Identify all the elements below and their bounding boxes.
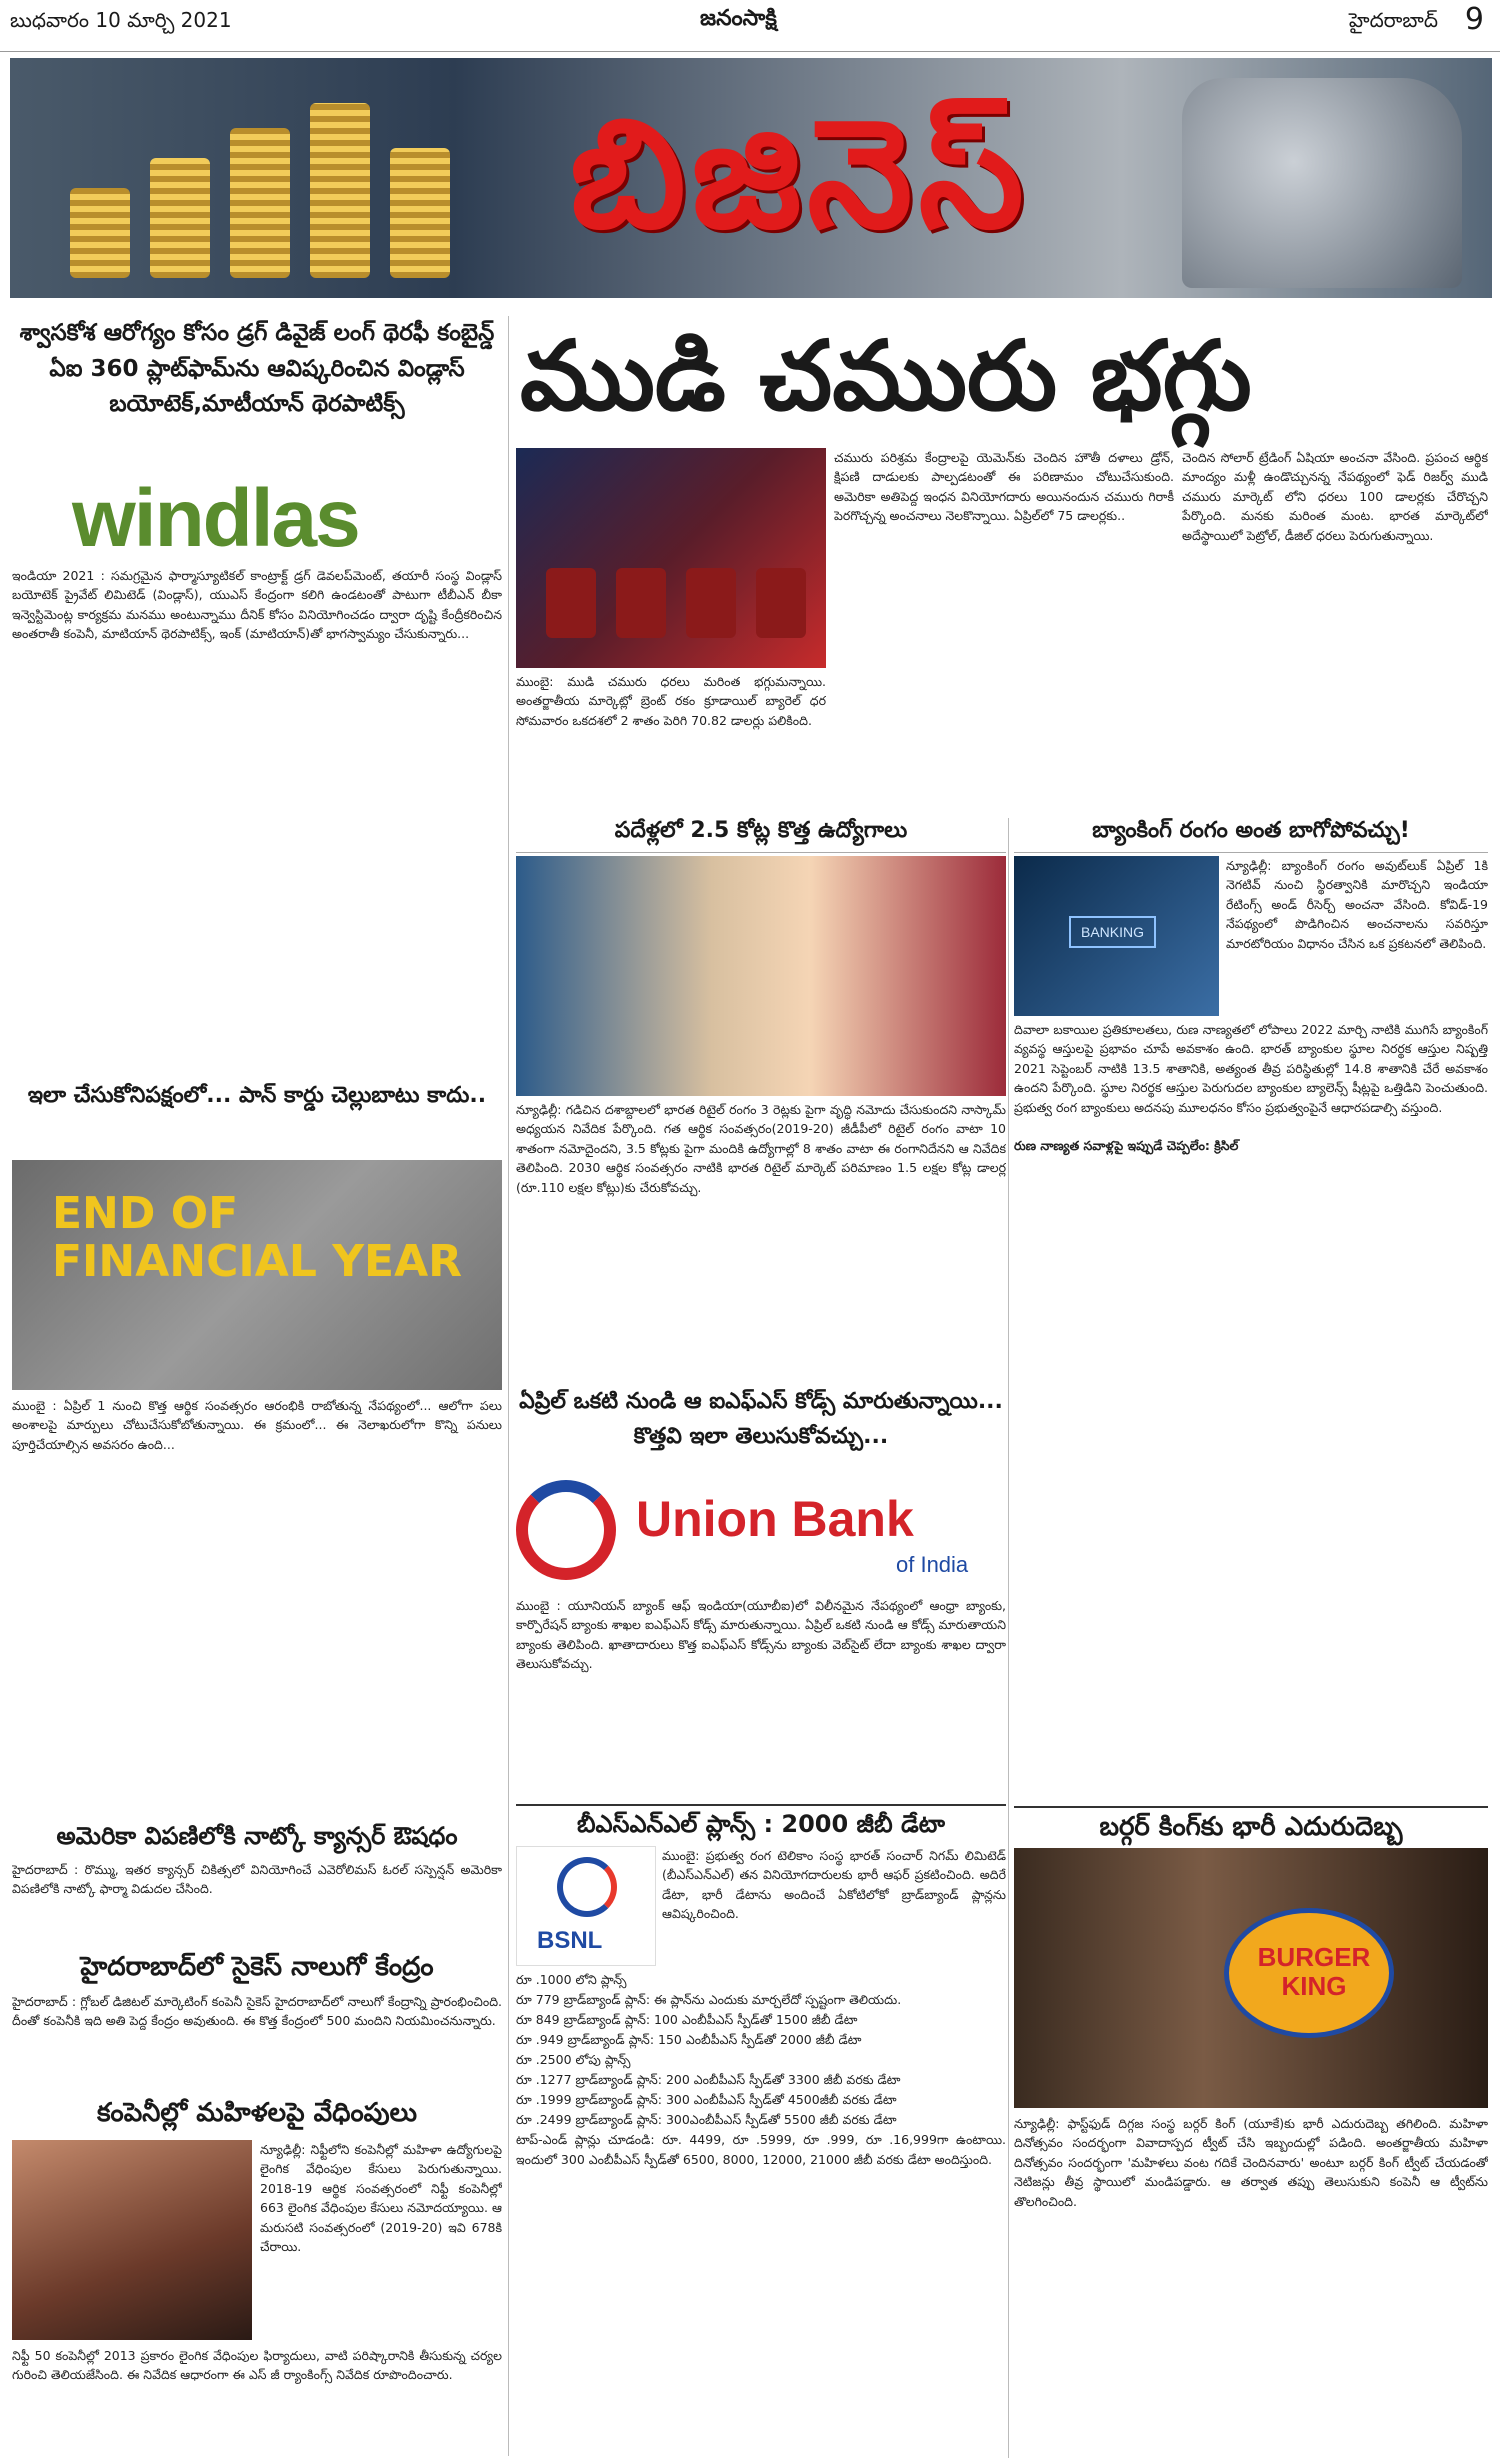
windlas-logo: [12, 460, 502, 564]
ifsc-article-body: ముంబై : యూనియన్ బ్యాంక్ ఆఫ్ ఇండియా(యూబీఐ)లో విలీనమైన నేపథ్యంలో ఆంధ్రా బ్యాంకు, కార్పొరేషన్ బ్యాంకు శాఖల ఐఎఫ్ఎస్ కోడ్స్ మారుతున్నాయి. ఏప్రిల్ ఒకటి నుండి ఆ కోడ్స్ మారుతాయని బ్యాంకు తెలిపింది. ఖాతాదారులు కొత్త ఐఎఫ్ఎస్ కోడ్స్‌ను బ్యాంకు వెబ్‌సైట్ లేదా బ్యాంకు శాఖల ద్వారా తెలుసుకోవచ్చు.: [516, 1598, 1006, 1672]
burger-king-logo-text: BURGER KING: [1257, 1942, 1371, 2001]
page-number: 9: [1464, 2, 1484, 37]
issue-date: బుధవారం 10 మార్చి 2021: [10, 8, 232, 32]
bsnl-article-lead: ముంబై: ప్రభుత్వ రంగ టెలికాం సంస్థ భారత్ సంచార్ నిగమ్ లిమిటెడ్ (బీఎస్ఎన్ఎల్) తన వినియోగదారులకు భారీ ఆఫర్ ప్రకటించింది. అదిరే డేటా, భారీ డేటాను అందించే ఏకోటిలోకో బ్రాడ్‌బ్యాండ్ ప్లాన్లను ఆవిష్కరించింది.: [662, 1848, 1006, 1922]
coin-stacks-image: [50, 98, 480, 278]
plan-item: రూ .2500 లోపు ప్లాన్స్: [516, 2052, 631, 2067]
pan-headline: ఇలా చేసుకోనిపక్షంలో... పాన్ కార్డు చెల్లుబాటు కాదు..: [27, 1083, 487, 1108]
retail-worker-image: [516, 856, 1006, 1096]
burger-king-logo: [1224, 1908, 1394, 2038]
cyient-article-body: హైదరాబాద్ : గ్లోబల్ డిజిటల్ మార్కెటింగ్ కంపెనీ సైకెస్ హైదరాబాద్‌లో నాలుగో కేంద్రాన్ని ప్రారంభించింది. దీంతో కంపెనీకి ఇది అతి పెద్ద కేంద్రం అవుతుంది. ఈ కొత్త కేంద్రంలో 500 మందిని నియమించనున్నారు.: [12, 1994, 502, 2029]
oil-article-column2: చమురు పరిశ్రమ కేంద్రాలపై యెమెన్‌కు చెందిన హౌతీ దళాలు డ్రోన్, క్షిపణి దాడులకు పాల్పడటంతో ఈ పరిణామం చోటుచేసుకుంది. అమెరికా అతిపెద్ద ఇంధన వినియోగదారు అయినందున చమురు గిరాకీ పెరగొచ్చన్న అంచనాలు నెలకొన్నాయి. ఏప్రిల్‌లో 75 డాలర్లకు..: [834, 450, 1174, 524]
bsnl-logo: [516, 1846, 656, 1966]
newspaper-name: జనంసాక్షి: [700, 6, 777, 31]
burger-king-storefront-image: [1014, 1848, 1488, 2108]
banking-image: [1014, 856, 1219, 1016]
distressed-woman-image: [12, 2140, 252, 2340]
banking-article-text: దివాలా బకాయిల ప్రతికూలతలు, రుణ నాణ్యతలో లోపాలు 2022 మార్చి నాటికి ముగిసే బ్యాంకింగ్ వ్యవస్థ ఆస్తులపై ప్రభావం చూపే అవకాశం ఉంది. భారత్ బ్యాంకుల స్థూల నిరర్థక ఆస్తుల నిష్పత్తి 2021 సెప్టెంబర్ నాటికి 13.5 శాతానికి, అత్యంత తీవ్ర పరిస్థితుల్లో 14.8 శాతానికి చేరే అవకాశం ఉందని పేర్కొంది. స్థూల నిరర్థక ఆస్తుల పెరుగుదల బ్యాంకుల బ్యాలెన్స్ షీట్లపై ఒత్తిడిని పెంచుతుంది. ప్రభుత్వ రంగ బ్యాంకులు అదనపు మూలధనం కోసం ప్రభుత్వంపైనే ఆధారపడాల్సి వస్తుంది.: [1014, 1022, 1488, 1115]
harassment-article-body: న్యూఢిల్లీ: నిఫ్టీలోని కంపెనీల్లో మహిళా ఉద్యోగులపై లైంగిక వేధింపుల కేసులు పెరుగుతున్నాయి. 2018-19 ఆర్థిక సంవత్సరంలో నిఫ్టీ కంపెనీల్లో 663 లైంగిక వేధింపుల కేసులు నమోదయ్యాయి. ఆ మరుసటి సంవత్సరంలో (2019-20) ఇవి 678కి చేరాయి.: [260, 2142, 502, 2254]
windlas-headline: శ్వాసకోశ ఆరోగ్యం కోసం డ్రగ్ డివైజ్ లంగ్ థెరఫీ కంబైన్డ్ ఏఐ 360 ప్లాట్‌ఫామ్‌ను ఆవిష్కరించిన విండ్లాస్ బయోటెక్,మాటీయాన్ థెరపాటిక్స్: [19, 320, 495, 418]
windlas-logo-text: windlas: [72, 473, 359, 564]
edition-city: హైదరాబాద్: [1348, 8, 1438, 32]
banking-article-lead: న్యూఢిల్లీ: బ్యాంకింగ్ రంగం అవుట్‌లుక్‌ ఏప్రిల్ 1కి నెగటివ్ నుంచి స్థిరత్వానికి మారొచ్చని ఇండియా రేటింగ్స్ అండ్ రీసెర్చ్ అంచనా వేసింది. కోవిడ్-19 నేపథ్యంలో పొడిగించిన అంచనాలను సవరిస్తూ మారటోరియం విధానం చేసిన ఒక ప్రకటనలో తెలిపింది.: [1226, 858, 1488, 951]
bull-statue-image: [1182, 78, 1462, 288]
burger-king-headline: బర్గర్ కింగ్‌కు భారీ ఎదురుదెబ్బ: [1014, 1806, 1488, 1848]
plan-item: రూ .1999 బ్రాడ్‌బ్యాండ్ ప్లాన్: 300 ఎంబీపీఎస్ స్పీడ్‌తో 4500జీబీ వరకు డేటా: [516, 2092, 897, 2107]
banking-image-label: BANKING: [1069, 916, 1156, 948]
bsnl-emblem-icon: [557, 1857, 617, 1917]
plan-item: రూ .949 బ్రాడ్‌బ్యాండ్ ప్లాన్: 150 ఎంబీపీఎస్ స్పీడ్‌తో 2000 జీబీ డేటా: [516, 2032, 862, 2047]
main-headline: ముడి చమురు భగ్గు: [520, 320, 1252, 432]
windlas-article-body: ఇండియా 2021 : సమగ్రమైన ఫార్మాస్యూటికల్ కాంట్రాక్ట్ డ్రగ్ డెవలప్‌మెంట్, తయారీ సంస్థ విండ్లాస్ బయోటెక్ ప్రైవేట్ లిమిటెడ్ (విండ్లాస్), యుఎస్ కేంద్రంగా కలిగి ఉండటంతో పాటుగా టీబీఎన్ బీకా ఇన్వెస్టిమెంట్ల కార్యక్రమ మనము అంటున్నాము దీనిక్ కోసం వినియోగించడం ద్వారా దృష్టి కేంద్రీకరించిన అంతరాతీ కంపెనీ, మాటియాన్ థెరపాటిక్స్, ఇంక్ (మాటియాన్)తో భాగస్వామ్యం చేసుకున్నారు...: [12, 568, 502, 642]
plan-item: రూ .1000 లోని ప్లాన్స్: [516, 1972, 627, 1987]
ifsc-headline: ఏప్రిల్ ఒకటి నుండి ఆ ఐఎఫ్ఎస్ కోడ్స్ మారుతున్నాయి... కొత్తవి ఇలా తెలుసుకోవచ్చు...: [519, 1389, 1003, 1450]
bsnl-headline: బీఎస్ఎన్ఎల్ ప్లాన్స్ : 2000 జీబీ డేటా: [516, 1804, 1006, 1844]
union-bank-name: Union Bank: [636, 1491, 914, 1547]
banking-subhead: రుణ నాణ్యత సవాళ్లపై ఇప్పుడే చెప్పలేం: క్రిసిల్: [1014, 1138, 1239, 1154]
natco-article-body: హైదరాబాద్ : రొమ్ము, ఇతర క్యాన్సర్ చికిత్సలో వినియోగించే ఎవెరోలిమస్ ఓరల్ సస్పెన్షన్ అమెరికా విపణిలోకి నాట్కో ఫార్మా విడుదల చేసింది.: [12, 1862, 502, 1897]
oil-article-column3: చెందిన సోలార్ ట్రేడింగ్ ఏషియా అంచనా వేసింది. ప్రపంచ ఆర్థిక మాంద్యం మళ్లీ ఉండొచ్చునన్న నేపథ్యంలో ఫెడ్ రిజర్వ్ ముడి చమురు మార్కెట్ లోని ధరలు 100 డాలర్లకు చేరొచ్చని పేర్కొంది. మనకు మరింత మంట. భారత మార్కెట్‌లో అదేస్థాయిలో పెట్రోల్, డీజిల్ ధరలు పెరుగుతున్నాయి.: [1182, 450, 1488, 543]
bsnl-plans-list: [516, 1970, 1006, 2450]
union-bank-emblem-icon: [516, 1480, 616, 1580]
plan-item: రూ .1277 బ్రాడ్‌బ్యాండ్ ప్లాన్: 200 ఎంబీపీఎస్ స్పీడ్‌తో 3300 జీబీ వరకు డేటా: [516, 2072, 901, 2087]
end-of-financial-year-image: [12, 1160, 502, 1390]
union-bank-subname: of India: [896, 1552, 969, 1577]
oil-barrels-image: [516, 448, 826, 668]
cyient-headline: హైదరాబాద్‌లో సైకెస్ నాలుగో కేంద్రం: [80, 1952, 434, 1982]
banking-article-body: [1014, 1020, 1488, 1800]
plan-item: రూ 849 బ్రాడ్‌బ్యాండ్ ప్లాన్: 100 ఎంబీపీఎస్ స్పీడ్‌తో 1500 జీబీ డేటా: [516, 2012, 858, 2027]
natco-headline: అమెరికా విపణిలోకి నాట్కో క్యాన్సర్ ఔషధం: [56, 1822, 458, 1850]
section-title: బిజినెస్: [570, 88, 1030, 262]
union-bank-logo: [516, 1470, 1006, 1590]
column-divider: [508, 316, 509, 2456]
column-divider: [1008, 818, 1009, 2458]
jobs-article-body: న్యూఢిల్లీ: గడిచిన దశాబ్దాలలో భారత రిటైల్ రంగం 3 రెట్లకు పైగా వృద్ధి నమోదు చేసుకుందని నాస్కామ్ అధ్యయన నివేదిక పేర్కొంది. గత ఆర్థిక సంవత్సరం(2019-20) జీడీపీలో రిటైల్ రంగం వాటా 10 శాతంగా నమోదైందని, 3.5 కోట్లకు పైగా మందికి ఉద్యోగాల్లో 8 శాతం వాటా ఈ రంగానిదేనని ఆ నివేదిక తెలిపింది. 2030 ఆర్థిక సంవత్సరం నాటికి భారత రిటైల్ మార్కెట్ పరిమాణం 1.5 లక్షల కోట్ల డాలర్ల (రూ.110 లక్షల కోట్లు)కు చేరుకోవచ్చు.: [516, 1102, 1006, 1195]
bsnl-logo-text: BSNL: [537, 1927, 603, 1954]
section-banner: [10, 58, 1492, 298]
plan-item: రూ .2499 బ్రాడ్‌బ్యాండ్ ప్లాన్: 300ఎంబీపీఎస్ స్పీడ్‌తో 5500 జీబీ వరకు డేటా: [516, 2112, 897, 2127]
harassment-article-body-continued: నిఫ్టీ 50 కంపెనీల్లో 2013 ప్రకారం లైంగిక వేధింపుల ఫిర్యాదులు, వాటి పరిష్కారానికి తీసుకున్న చర్యల గురించి తెలియజేసింది. ఈ నివేదిక ఆధారంగా ఈ ఎస్ జీ ర్యాంకింగ్స్ నివేదిక రూపొందించారు.: [12, 2348, 502, 2383]
plan-item: టాప్-ఎండ్ ప్లాన్లు చూడండి: రూ. 4499, రూ .5999, రూ .999, రూ .16,999గా ఉంటాయి. ఇందులో 300 ఎంబీపీఎస్ స్పీడ్‌తో 6500, 8000, 12000, 21000 జీబీ వరకు డేటా అందిస్తుంది.: [516, 2132, 1006, 2167]
pan-article-body: ముంబై : ఏప్రిల్ 1 నుంచి కొత్త ఆర్థిక సంవత్సరం ఆరంభికి రాబోతున్న నేపథ్యంలో... ఆలోగా పలు అంశాలపై మార్పులు చోటుచేసుకోబోతున్నాయి. ఈ క్రమంలో... ఈ నెలాఖరులోగా కొన్ని పనులు పూర్తిచేయాల్సిన అవసరం ఉంది...: [12, 1398, 502, 1452]
oil-article-lead: ముంబై: ముడి చమురు ధరలు మరింత భగ్గుమన్నాయి. అంతర్జాతీయ మార్కెట్లో బ్రెంట్ రకం క్రూడాయిల్ బ్యారెల్ ధర సోమవారం ఒకదశలో 2 శాతం పెరిగి 70.82 డాలర్లు పలికింది.: [516, 674, 826, 728]
jobs-headline: పదేళ్లలో 2.5 కోట్ల కొత్త ఉద్యోగాలు: [516, 818, 1006, 853]
eofy-image-text: END OF FINANCIAL YEAR: [52, 1188, 463, 1288]
plan-item: రూ 779 బ్రాడ్‌బ్యాండ్ ప్లాన్: ఈ ప్లాన్‌ను ఎందుకు మార్చలేదో స్పష్టంగా తెలియదు.: [516, 1992, 902, 2007]
banking-headline: బ్యాంకింగ్ రంగం అంత బాగోపోవచ్చు!: [1014, 818, 1488, 853]
harassment-headline: కంపెనీల్లో మహిళలపై వేధింపులు: [96, 2098, 418, 2128]
burger-king-article-body: న్యూఢిల్లీ: ఫాస్ట్‌ఫుడ్ దిగ్గజ సంస్థ బర్గర్ కింగ్ (యూకే)కు భారీ ఎదురుదెబ్బ తగిలింది. మహిళా దినోత్సవం సందర్భంగా వివాదాస్పద ట్వీట్ చేసి ఇబ్బందుల్లో పడింది. అంతర్జాతీయ మహిళా దినోత్సవం సందర్భంగా 'మహిళలు వంట గదికే చెందినవారు' అంటూ బర్గర్ కింగ్ ట్వీట్ చేయడంతో నెటిజన్లు తీవ్ర స్థాయిలో మండిపడ్డారు. ఆ తర్వాత తప్పు తెలుసుకుని కంపెనీ ఆ ట్వీట్‌ను తొలగించింది.: [1014, 2116, 1488, 2209]
